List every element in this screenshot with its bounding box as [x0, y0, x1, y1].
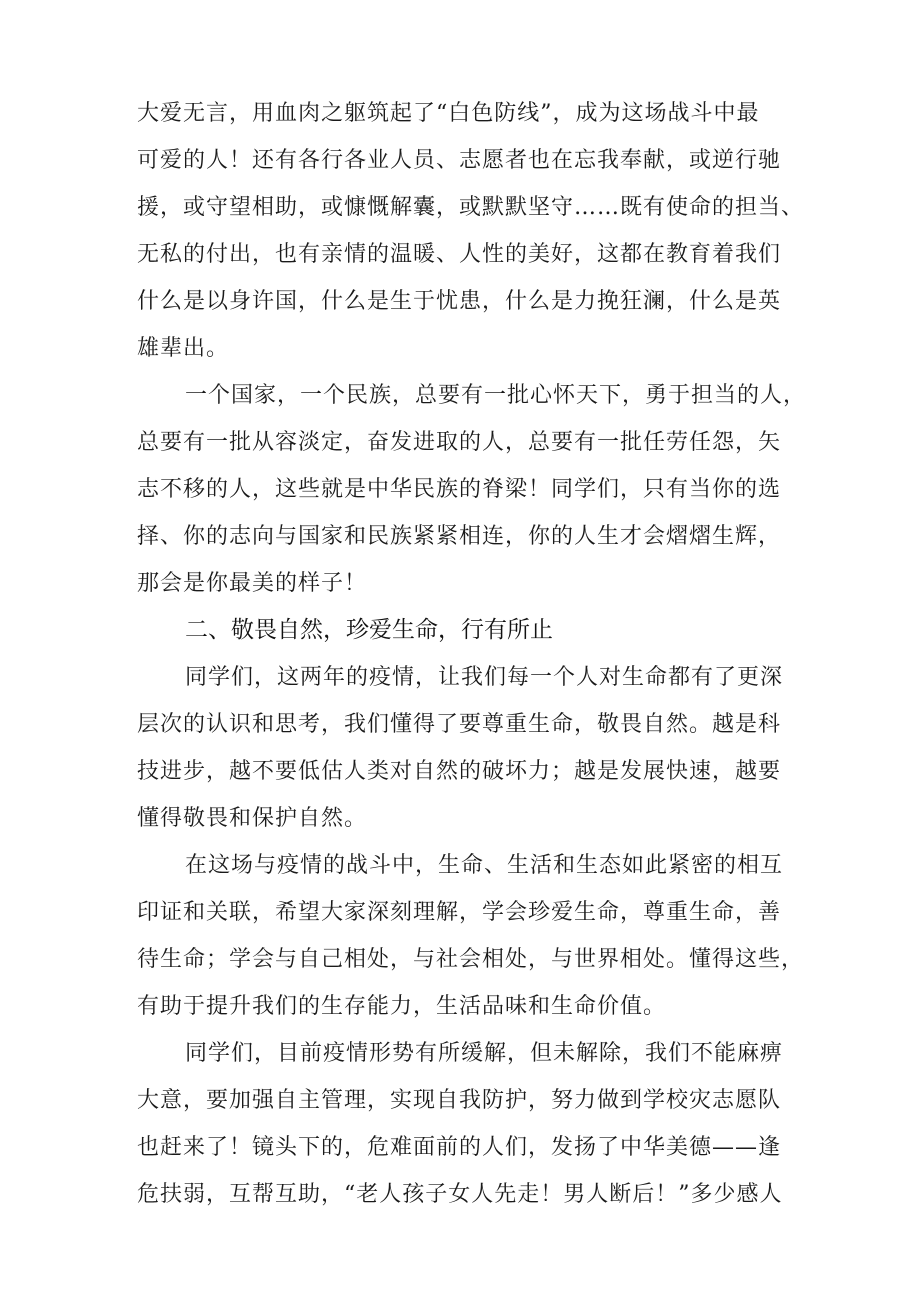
text-line: 大爱无言，用血肉之躯筑起了“白色防线”，成为这场战斗中最: [137, 101, 760, 126]
text-line: 懂得敬畏和保护自然。: [137, 806, 368, 831]
section-heading: 二、敬畏自然，珍爱生命，行有所止: [185, 617, 553, 643]
text-line: 一个国家，一个民族，总要有一批心怀天下，勇于担当的人，: [185, 383, 807, 408]
text-line: 同学们，这两年的疫情，让我们每一个人对生命都有了更深: [185, 665, 784, 690]
paragraph-4: [137, 842, 805, 1030]
text-line: 印证和关联，希望大家深刻理解，学会珍爱生命，尊重生命，善: [137, 900, 782, 925]
text-line: 也赶来了！镜头下的，危难面前的人们，发扬了中华美德——逢: [137, 1135, 782, 1160]
text-line: 无私的付出，也有亲情的温暖、人性的美好，这都在教育着我们: [137, 242, 782, 267]
text-line: 在这场与疫情的战斗中，生命、生活和生态如此紧密的相互: [185, 853, 784, 878]
paragraph-3: [137, 654, 797, 842]
document-body: [137, 90, 807, 1218]
paragraph-1: [137, 90, 805, 372]
text-line: 同学们，目前疫情形势有所缓解，但未解除，我们不能麻痹: [185, 1041, 784, 1066]
text-line: 援，或守望相助，或慷慨解囊，或默默坚守……既有使命的担当、: [137, 195, 805, 220]
text-line: 志不移的人，这些就是中华民族的脊梁！同学们，只有当你的选: [137, 477, 782, 502]
text-line: 技进步，越不要低估人类对自然的破坏力；越是发展快速，越要: [137, 759, 782, 784]
text-line: 大意，要加强自主管理，实现自我防护，努力做到学校灾志愿队: [137, 1088, 782, 1113]
text-line: 雄辈出。: [137, 336, 230, 361]
text-line: 有助于提升我们的生存能力，生活品味和生命价值。: [137, 994, 667, 1019]
text-line: 危扶弱，互帮互助，“老人孩子女人先走！男人断后！”多少感人: [137, 1182, 783, 1207]
paragraph-2: [137, 372, 807, 607]
text-line: 待生命；学会与自己相处，与社会相处，与世界相处。懂得这些，: [137, 947, 805, 972]
text-line: 那会是你最美的样子！: [137, 571, 368, 596]
text-line: 择、你的志向与国家和民族紧紧相连，你的人生才会熠熠生辉，: [137, 524, 782, 549]
paragraph-5: [137, 1030, 797, 1218]
text-line: 可爱的人！还有各行各业人员、志愿者也在忘我奉献，或逆行驰: [137, 148, 782, 173]
text-line: 总要有一批从容淡定，奋发进取的人，总要有一批任劳任怨，矢: [137, 430, 782, 455]
text-line: 层次的认识和思考，我们懂得了要尊重生命，敬畏自然。越是科: [137, 712, 782, 737]
text-line: 什么是以身许国，什么是生于忧患，什么是力挽狂澜，什么是英: [137, 289, 782, 314]
